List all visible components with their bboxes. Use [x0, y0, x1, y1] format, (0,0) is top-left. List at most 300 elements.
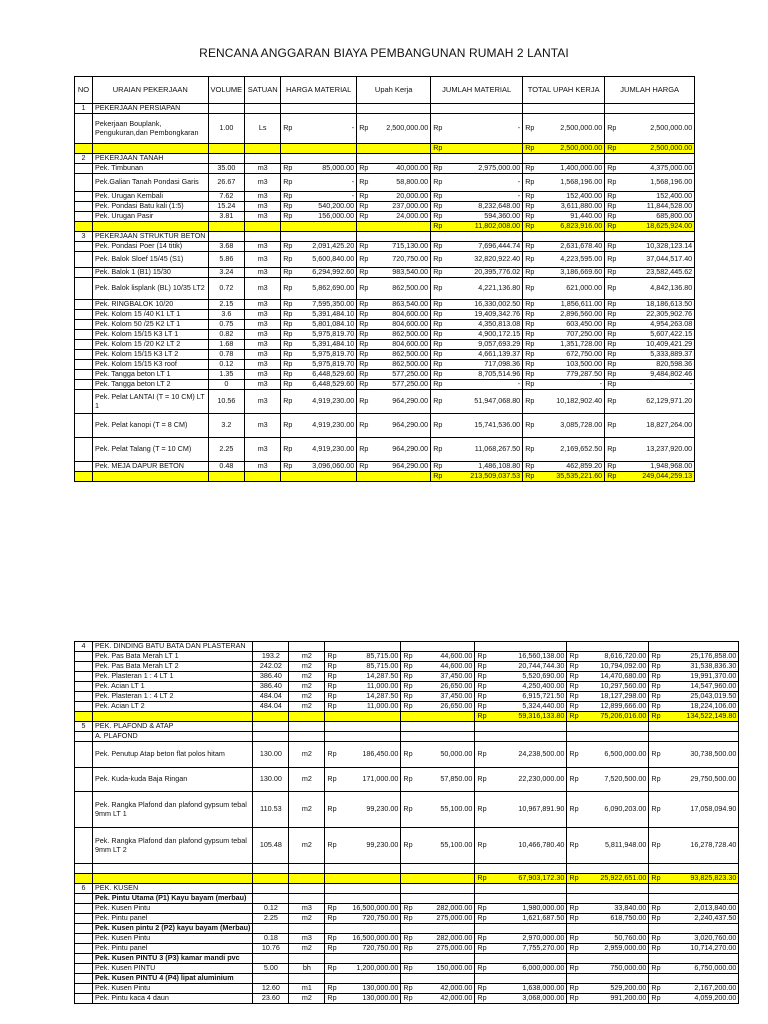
labor-total	[567, 662, 649, 672]
amount-value: 2,896,560.00	[560, 309, 603, 319]
amount-value: 5,801,084.10	[312, 319, 355, 329]
work-description: Pek. Tangga beton LT 1	[93, 370, 209, 380]
unit-value: m3	[245, 192, 281, 202]
volume-value: 35.00	[208, 164, 245, 174]
section-title: PEK. DINDING BATU BATA DAN PLASTERAN	[93, 642, 253, 652]
empty-cell	[208, 472, 245, 482]
material-total	[431, 268, 523, 278]
currency-label: Rp	[651, 651, 661, 661]
section-number: 3	[75, 232, 93, 242]
amount-value: 6,750,000.00	[694, 963, 737, 973]
currency-label: Rp	[477, 963, 487, 973]
currency-label: Rp	[433, 191, 443, 201]
amount-value: 213,509,037.53	[470, 471, 521, 481]
currency-label: Rp	[403, 963, 413, 973]
amount-value: 150,000.00	[436, 963, 473, 973]
currency-label: Rp	[359, 369, 369, 379]
labor-total	[523, 438, 605, 462]
amount-value: 26,650.00	[440, 701, 473, 711]
unit-value: m2	[289, 672, 325, 682]
empty-cell	[401, 864, 475, 874]
amount-value: 16,560,138.00	[518, 651, 565, 661]
amount-value: 720,750.00	[392, 254, 429, 264]
work-description: Pek. Plasteran 1 : 4 LT 2	[93, 692, 253, 702]
row-number	[75, 252, 93, 268]
labor-total	[567, 742, 649, 768]
labor-price	[401, 768, 475, 792]
amount-value: 2,500,000.00	[650, 123, 693, 133]
labor-price	[357, 320, 431, 330]
amount-value: 2,970,000.00	[522, 933, 565, 943]
work-description: Pek. Balok lisplank (BL) 10/35 LT2	[93, 278, 209, 300]
currency-label: Rp	[359, 349, 369, 359]
currency-label: Rp	[651, 963, 661, 973]
labor-price	[401, 944, 475, 954]
table-row	[75, 662, 739, 672]
currency-label: Rp	[651, 671, 661, 681]
empty-cell	[289, 974, 325, 984]
empty-cell	[357, 104, 431, 114]
amount-value: 2,240,437.50	[694, 913, 737, 923]
currency-label: Rp	[433, 163, 443, 173]
row-total	[649, 792, 739, 828]
empty-cell	[289, 884, 325, 894]
currency-label: Rp	[651, 774, 661, 784]
section-row	[75, 642, 739, 652]
currency-label: Rp	[403, 983, 413, 993]
amount-value: 7,520,500.00	[604, 774, 647, 784]
material-price	[281, 278, 357, 300]
labor-price	[357, 114, 431, 144]
currency-label: Rp	[403, 933, 413, 943]
amount-value: 18,827,264.00	[646, 420, 693, 430]
empty-cell	[289, 864, 325, 874]
currency-label: Rp	[359, 123, 369, 133]
work-description: Pek. RINGBALOK 10/20	[93, 300, 209, 310]
currency-label: Rp	[283, 254, 293, 264]
currency-label: Rp	[569, 804, 579, 814]
currency-label: Rp	[477, 983, 487, 993]
material-price	[325, 984, 401, 994]
currency-label: Rp	[433, 241, 443, 251]
currency-label: Rp	[477, 774, 487, 784]
amount-value: 964,290.00	[392, 461, 429, 471]
empty-cell	[649, 722, 739, 732]
currency-label: Rp	[433, 299, 443, 309]
currency-label: Rp	[283, 359, 293, 369]
amount-value: 991,200.00	[610, 993, 647, 1003]
currency-label: Rp	[525, 461, 535, 471]
currency-label: Rp	[607, 369, 617, 379]
currency-label: Rp	[525, 444, 535, 454]
amount-value: 7,755,270.00	[522, 943, 565, 953]
row-total	[649, 702, 739, 712]
amount-value: 18,224,106.00	[690, 701, 737, 711]
amount-value: 1,948,968.00	[650, 461, 693, 471]
work-description: Pek. MEJA DAPUR BETON	[93, 462, 209, 472]
row-total	[605, 462, 695, 472]
amount-value: 5,975,819.70	[312, 329, 355, 339]
amount-value: 717,098.36	[484, 359, 521, 369]
empty-cell	[75, 222, 93, 232]
amount-value: 249,044,259.13	[642, 471, 693, 481]
row-total	[605, 370, 695, 380]
currency-label: Rp	[433, 283, 443, 293]
material-price	[281, 268, 357, 278]
currency-label: Rp	[359, 329, 369, 339]
currency-label: Rp	[359, 359, 369, 369]
subtotal-labor	[567, 874, 649, 884]
empty-cell	[325, 894, 401, 904]
amount-value: 2,091,425.20	[312, 241, 355, 251]
amount-value: 25,176,858.00	[690, 651, 737, 661]
labor-price	[357, 350, 431, 360]
row-number	[75, 278, 93, 300]
unit-value: m2	[289, 662, 325, 672]
amount-value: 37,450.00	[440, 671, 473, 681]
column-header: TOTAL UPAH KERJA	[523, 77, 605, 104]
empty-cell	[431, 154, 523, 164]
work-description: Pek. Kolom 50 /25 K2 LT 1	[93, 320, 209, 330]
material-total	[475, 742, 567, 768]
material-price	[281, 114, 357, 144]
labor-total	[523, 390, 605, 414]
subtotal-material	[475, 712, 567, 722]
amount-value: 99,230.00	[366, 804, 399, 814]
empty-cell	[75, 924, 93, 934]
material-total	[475, 792, 567, 828]
labor-price	[401, 792, 475, 828]
work-description: Pek. Kuda-kuda Baja Ringan	[93, 768, 253, 792]
currency-label: Rp	[403, 749, 413, 759]
amount-value: 171,000.00	[362, 774, 399, 784]
currency-label: Rp	[283, 283, 293, 293]
empty-cell	[649, 894, 739, 904]
labor-price	[401, 682, 475, 692]
currency-label: Rp	[433, 359, 443, 369]
labor-price	[357, 164, 431, 174]
labor-price	[357, 390, 431, 414]
currency-label: Rp	[651, 913, 661, 923]
material-price	[281, 192, 357, 202]
currency-label: Rp	[403, 701, 413, 711]
amount-value: 31,538,836.30	[690, 661, 737, 671]
amount-value: 1,200,000.00	[356, 963, 399, 973]
amount-value: 16,500,000.00	[352, 933, 399, 943]
currency-label: Rp	[359, 191, 369, 201]
amount-value: 14,287.50	[366, 691, 399, 701]
empty-cell	[401, 712, 475, 722]
currency-label: Rp	[359, 299, 369, 309]
table-row	[75, 252, 695, 268]
amount-value: 55,100.00	[440, 840, 473, 850]
empty-cell	[75, 712, 93, 722]
currency-label: Rp	[327, 691, 337, 701]
empty-cell	[281, 104, 357, 114]
empty-cell	[75, 894, 93, 904]
amount-value: 99,230.00	[366, 840, 399, 850]
empty-cell	[357, 232, 431, 242]
material-total	[475, 904, 567, 914]
currency-label: Rp	[607, 191, 617, 201]
amount-value: 862,500.00	[392, 283, 429, 293]
currency-label: Rp	[283, 201, 293, 211]
currency-label: Rp	[569, 993, 579, 1003]
work-description: Pek. Urugan Kembali	[93, 192, 209, 202]
amount-value: 707,250.00	[566, 329, 603, 339]
empty-cell	[208, 232, 245, 242]
empty-cell	[93, 144, 209, 154]
volume-value: 105.48	[253, 828, 289, 864]
subsection-title: A. PLAFOND	[93, 732, 253, 742]
empty-cell	[401, 884, 475, 894]
row-number	[75, 692, 93, 702]
unit-value: m3	[245, 414, 281, 438]
amount-value: 1,400,000.00	[560, 163, 603, 173]
empty-cell	[75, 874, 93, 884]
amount-value: 6,000,000.00	[522, 963, 565, 973]
material-total	[431, 310, 523, 320]
empty-cell	[253, 884, 289, 894]
work-description: Pek. Penutup Atap beton flat polos hitam	[93, 742, 253, 768]
empty-cell	[605, 232, 695, 242]
material-total	[475, 914, 567, 924]
labor-price	[357, 278, 431, 300]
row-total	[605, 242, 695, 252]
currency-label: Rp	[359, 211, 369, 221]
labor-price	[401, 672, 475, 682]
labor-price	[357, 174, 431, 192]
labor-total	[567, 964, 649, 974]
row-total	[649, 652, 739, 662]
amount-value: 30,738,500.00	[690, 749, 737, 759]
currency-label: Rp	[607, 123, 617, 133]
amount-value: 24,000.00	[396, 211, 429, 221]
row-number	[75, 360, 93, 370]
labor-price	[401, 692, 475, 702]
currency-label: Rp	[525, 299, 535, 309]
row-total	[605, 390, 695, 414]
currency-label: Rp	[525, 221, 535, 231]
amount-value: 594,360.00	[484, 211, 521, 221]
table-row	[75, 300, 695, 310]
labor-total	[567, 702, 649, 712]
unit-value: m2	[289, 768, 325, 792]
row-total	[649, 692, 739, 702]
empty-cell	[245, 154, 281, 164]
unit-value: m2	[289, 914, 325, 924]
currency-label: Rp	[607, 461, 617, 471]
row-total	[649, 828, 739, 864]
currency-label: Rp	[569, 903, 579, 913]
amount-value: 51,947,068.80	[474, 396, 521, 406]
material-total	[475, 768, 567, 792]
amount-value: 6,294,992.60	[312, 267, 355, 277]
labor-price	[401, 914, 475, 924]
currency-label: Rp	[283, 319, 293, 329]
empty-cell	[567, 864, 649, 874]
empty-cell	[567, 722, 649, 732]
unit-value: m3	[245, 390, 281, 414]
work-description: Pek. Pintu panel	[93, 914, 253, 924]
volume-value: 26.67	[208, 174, 245, 192]
currency-label: Rp	[651, 983, 661, 993]
currency-label: Rp	[477, 661, 487, 671]
empty-cell	[475, 864, 567, 874]
amount-value: 862,500.00	[392, 349, 429, 359]
currency-label: Rp	[359, 254, 369, 264]
labor-total	[567, 944, 649, 954]
work-description: Pek. Pondasi Batu kali (1:5)	[93, 202, 209, 212]
row-number	[75, 380, 93, 390]
table-row	[75, 164, 695, 174]
currency-label: Rp	[607, 283, 617, 293]
empty-cell	[289, 924, 325, 934]
volume-value: 3.68	[208, 242, 245, 252]
empty-cell	[475, 642, 567, 652]
table-row	[75, 174, 695, 192]
amount-value: 462,859.20	[566, 461, 603, 471]
currency-label: Rp	[651, 993, 661, 1003]
amount-value: 804,600.00	[392, 339, 429, 349]
work-description: Pek. Balok Sloef 15/45 (S1)	[93, 252, 209, 268]
work-description: Pek. Kolom 15 /40 K1 LT 1	[93, 310, 209, 320]
currency-label: Rp	[359, 396, 369, 406]
empty-cell	[253, 874, 289, 884]
empty-cell	[475, 894, 567, 904]
amount-value: -	[517, 191, 521, 201]
currency-label: Rp	[607, 349, 617, 359]
material-total	[431, 380, 523, 390]
material-price	[281, 370, 357, 380]
row-number	[75, 370, 93, 380]
unit-value: m3	[245, 462, 281, 472]
amount-value: 5,324,440.00	[522, 701, 565, 711]
material-price	[281, 438, 357, 462]
empty-cell	[75, 974, 93, 984]
row-number	[75, 114, 93, 144]
currency-label: Rp	[651, 943, 661, 953]
work-description: Pek. Balok 1 (B1) 15/30	[93, 268, 209, 278]
unit-value: m3	[245, 202, 281, 212]
empty-cell	[208, 154, 245, 164]
material-price	[281, 242, 357, 252]
table-row	[75, 310, 695, 320]
currency-label: Rp	[607, 143, 617, 153]
currency-label: Rp	[477, 804, 487, 814]
table-row	[75, 192, 695, 202]
work-description: Pek. Pintu kaca 4 daun	[93, 994, 253, 1004]
currency-label: Rp	[403, 943, 413, 953]
labor-total	[523, 278, 605, 300]
amount-value: 2,631,678.40	[560, 241, 603, 251]
empty-cell	[325, 864, 401, 874]
labor-total	[567, 692, 649, 702]
currency-label: Rp	[651, 661, 661, 671]
currency-label: Rp	[569, 651, 579, 661]
material-total	[431, 114, 523, 144]
currency-label: Rp	[569, 701, 579, 711]
currency-label: Rp	[651, 903, 661, 913]
table-row	[75, 964, 739, 974]
currency-label: Rp	[525, 163, 535, 173]
volume-value: 193.2	[253, 652, 289, 662]
unit-value: m3	[245, 320, 281, 330]
currency-label: Rp	[433, 143, 443, 153]
currency-label: Rp	[569, 873, 579, 883]
subtotal-row	[75, 222, 695, 232]
amount-value: 16,278,728.40	[690, 840, 737, 850]
amount-value: 85,000.00	[322, 163, 355, 173]
amount-value: 18,625,924.00	[646, 221, 693, 231]
empty-cell	[93, 874, 253, 884]
work-description: Pek. Pelat LANTAI (T = 10 CM) LT 1	[93, 390, 209, 414]
currency-label: Rp	[525, 309, 535, 319]
amount-value: 23,582,445.62	[646, 267, 693, 277]
work-description: Pek. Pas Bata Merah LT 1	[93, 652, 253, 662]
unit-value: m3	[289, 934, 325, 944]
subsection-row	[75, 894, 739, 904]
amount-value: 3,186,669.60	[560, 267, 603, 277]
unit-value: Ls	[245, 114, 281, 144]
labor-price	[357, 202, 431, 212]
currency-label: Rp	[607, 241, 617, 251]
labor-price	[357, 360, 431, 370]
labor-price	[401, 742, 475, 768]
currency-label: Rp	[359, 379, 369, 389]
table-row	[75, 350, 695, 360]
amount-value: 22,230,000.00	[518, 774, 565, 784]
empty-cell	[401, 642, 475, 652]
currency-label: Rp	[651, 933, 661, 943]
currency-label: Rp	[327, 671, 337, 681]
currency-label: Rp	[607, 201, 617, 211]
work-description: Pek. Pelat Talang (T = 10 CM)	[93, 438, 209, 462]
currency-label: Rp	[433, 349, 443, 359]
section-title: PEKERJAAN TANAH	[93, 154, 209, 164]
empty-cell	[431, 104, 523, 114]
subtotal-material	[431, 222, 523, 232]
currency-label: Rp	[525, 143, 535, 153]
currency-label: Rp	[283, 309, 293, 319]
currency-label: Rp	[651, 691, 661, 701]
amount-value: 13,237,920.00	[646, 444, 693, 454]
currency-label: Rp	[607, 379, 617, 389]
amount-value: 11,844,528.00	[646, 201, 693, 211]
currency-label: Rp	[359, 283, 369, 293]
budget-table-2	[74, 641, 739, 1004]
material-price	[281, 340, 357, 350]
currency-label: Rp	[359, 339, 369, 349]
empty-cell	[253, 722, 289, 732]
labor-price	[401, 652, 475, 662]
amount-value: 804,600.00	[392, 319, 429, 329]
currency-label: Rp	[283, 329, 293, 339]
table-row	[75, 742, 739, 768]
row-total	[605, 340, 695, 350]
material-price	[281, 390, 357, 414]
labor-total	[567, 934, 649, 944]
material-price	[325, 792, 401, 828]
labor-total	[523, 202, 605, 212]
work-description: Pek. Pas Bata Merah LT 2	[93, 662, 253, 672]
empty-cell	[567, 884, 649, 894]
volume-value: 0.78	[208, 350, 245, 360]
empty-cell	[281, 222, 357, 232]
row-number	[75, 164, 93, 174]
labor-total	[567, 914, 649, 924]
labor-total	[523, 380, 605, 390]
